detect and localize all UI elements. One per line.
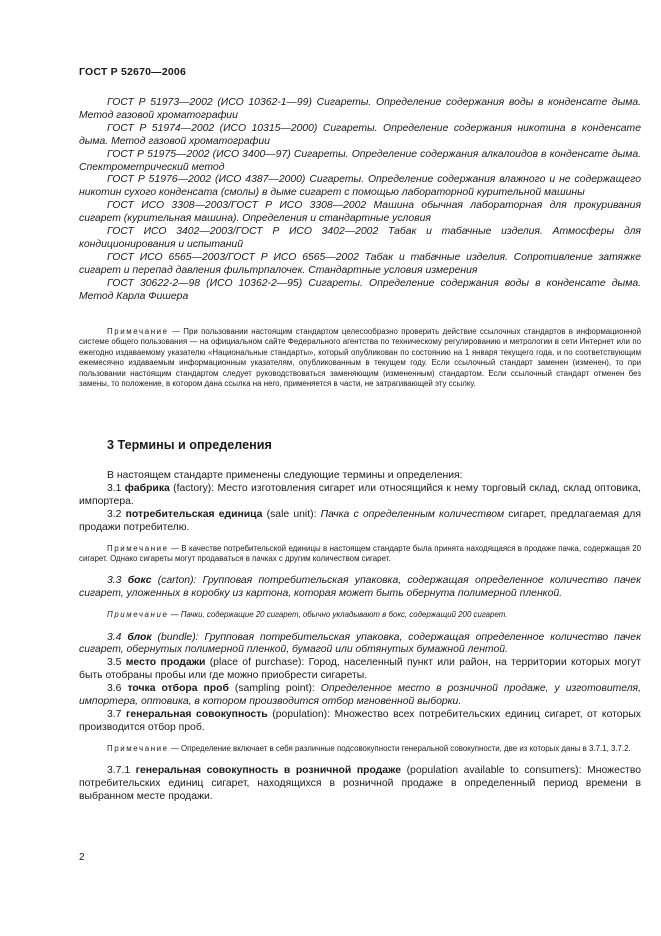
term-name: генеральная совокупность	[126, 709, 268, 720]
reference-item: ГОСТ ИСО 6565—2003/ГОСТ Р ИСО 6565—2002 Табак и табачные изделия. Сопротивление затяжке сигарет и перепад давления фильтрпалочек. Стандартные условия измерения	[79, 251, 641, 276]
term-name: блок	[127, 631, 152, 643]
reference-item: ГОСТ ИСО 3402—2003/ГОСТ Р ИСО 3402—2002 Табак и табачные изделия. Атмосферы для кондиционирования и испытаний	[79, 226, 641, 250]
term-3-2: 3.2 потребительская единица (sale unit): Пачка с определенным количеством сигарет, предлагаемая для продажи потребителю.	[79, 508, 641, 533]
note-sale-unit: Примечание — В качестве потребительской единицы в настоящем стандарте была принята находящаяся в продаже пачка, содержащая 20 сигарет. Однако сигареты могут продаваться в пачках с другим количеством сигарет.	[79, 543, 641, 563]
term-3-1: 3.1 фабрика (factory): Место изготовления сигарет или относящийся к нему торговый склад, склад оптовика, импортера.	[79, 482, 641, 507]
term-3-4: 3.4 блок (bundle): Групповая потребительская упаковка, содержащая определенное количество пачек сигарет, обернутых полимерной пленкой, бумагой или обтянутых бумажной лентой.	[79, 631, 641, 656]
references-note	[79, 327, 641, 389]
term-3-6: 3.6 точка отбора проб (sampling point): Определенное место в розничной продаже, у изготовителя, импортера, оптовика, в котором производится отбор мгновенной выборки.	[79, 683, 641, 708]
term-name: фабрика	[124, 482, 170, 494]
term-name: точка отбора проб	[127, 683, 229, 695]
term-name: потребительская единица	[125, 508, 263, 520]
reference-item: ГОСТ Р 51976—2002 (ИСО 4387—2000) Сигареты. Определение содержания влажного и не содержащего никотин сухого конденсата (смолы) в дыме сигарет с помощью лабораторной курительной машины	[79, 174, 641, 199]
term-3-5: 3.5 место продажи (place of purchase): Город, населенный пункт или район, на территории которых могут быть отобраны пробы или где можно приобрести сигареты.	[79, 657, 641, 682]
note-label: Примечание	[107, 327, 169, 336]
note-text: — При пользовании настоящим стандартом целесообразно проверить действие ссылочных стандартов в информационной системе общего пользования — на официальном сайте Федерального агентства по техническому регулированию и метрологии в сети Интернет или по ежегодно издаваемому указателю «Национальные стандарты», который опубликован по состоянию на 1 января текущего года, и по соответствующим ежемесячно издаваемым информационным указателям, опубликованным в текущем году. Если ссылочный стандарт заменен (изменен), то при пользовании настоящим стандартом следует руководствоваться заменяющим (измененным) стандартом. Если ссылочный стандарт отменен без замены, то положение, в котором дана ссылка на него, применяется в части, не затрагивающей эту ссылку.	[79, 327, 641, 389]
term-3-7: 3.7 генеральная совокупность (population): Множество всех потребительских единиц сигарет, от которых производится отбор проб.	[79, 709, 641, 733]
page-number: 2	[79, 852, 85, 863]
note-population: Примечание — Определение включает в себя различные подсовокупности генеральной совокупности, две из которых даны в 3.7.1, 3.7.2.	[107, 743, 631, 753]
section-heading: 3 Термины и определения	[107, 438, 272, 452]
term-name: место продажи	[125, 657, 206, 669]
term-3-3: 3.3 бокс (carton): Групповая потребительская упаковка, содержащая определенное количество пачек сигарет, уложенных в коробку из картона, которая может быть обернута полимерной пленкой.	[79, 575, 641, 600]
term-3-7-1: 3.7.1 генеральная совокупность в розничной продаже (population available to consumers): Множество потребительских единиц сигарет, находящихся в розничной продаже в определенный период времени в выбранном месте продажи.	[79, 765, 641, 803]
reference-item: ГОСТ Р 51973—2002 (ИСО 10362-1—99) Сигареты. Определение содержания воды в конденсате дыма. Метод газовой хроматографии	[79, 97, 641, 121]
reference-item: ГОСТ ИСО 3308—2003/ГОСТ Р ИСО 3308—2002 Машина обычная лабораторная для прокуривания сигарет (курительная машина). Определения и стандартные условия	[79, 200, 641, 225]
running-header: ГОСТ Р 52670—2006	[79, 66, 187, 78]
note-carton: Примечание — Пачки, содержащие 20 сигарет, обычно укладывают в бокс, содержащий 200 сигарет.	[107, 610, 508, 620]
reference-item: ГОСТ 30622-2—98 (ИСО 10362-2—95) Сигареты. Определение содержания воды в конденсате дыма. Метод Карла Фишера	[79, 277, 641, 302]
term-name: генеральная совокупность в розничной продаже	[135, 765, 402, 777]
reference-item: ГОСТ Р 51975—2002 (ИСО 3400—97) Сигареты. Определение содержания алкалоидов в конденсате дыма. Спектрометрический метод	[79, 148, 641, 173]
terms-body	[79, 470, 641, 804]
term-name: бокс	[127, 575, 152, 587]
reference-item: ГОСТ Р 51974—2002 (ИСО 10315—2000) Сигареты. Определение содержания никотина в конденсате дыма. Метод газовой хроматографии	[79, 122, 641, 147]
intro-paragraph: В настоящем стандарте применены следующие термины и определения:	[107, 470, 463, 481]
normative-references	[79, 97, 641, 304]
